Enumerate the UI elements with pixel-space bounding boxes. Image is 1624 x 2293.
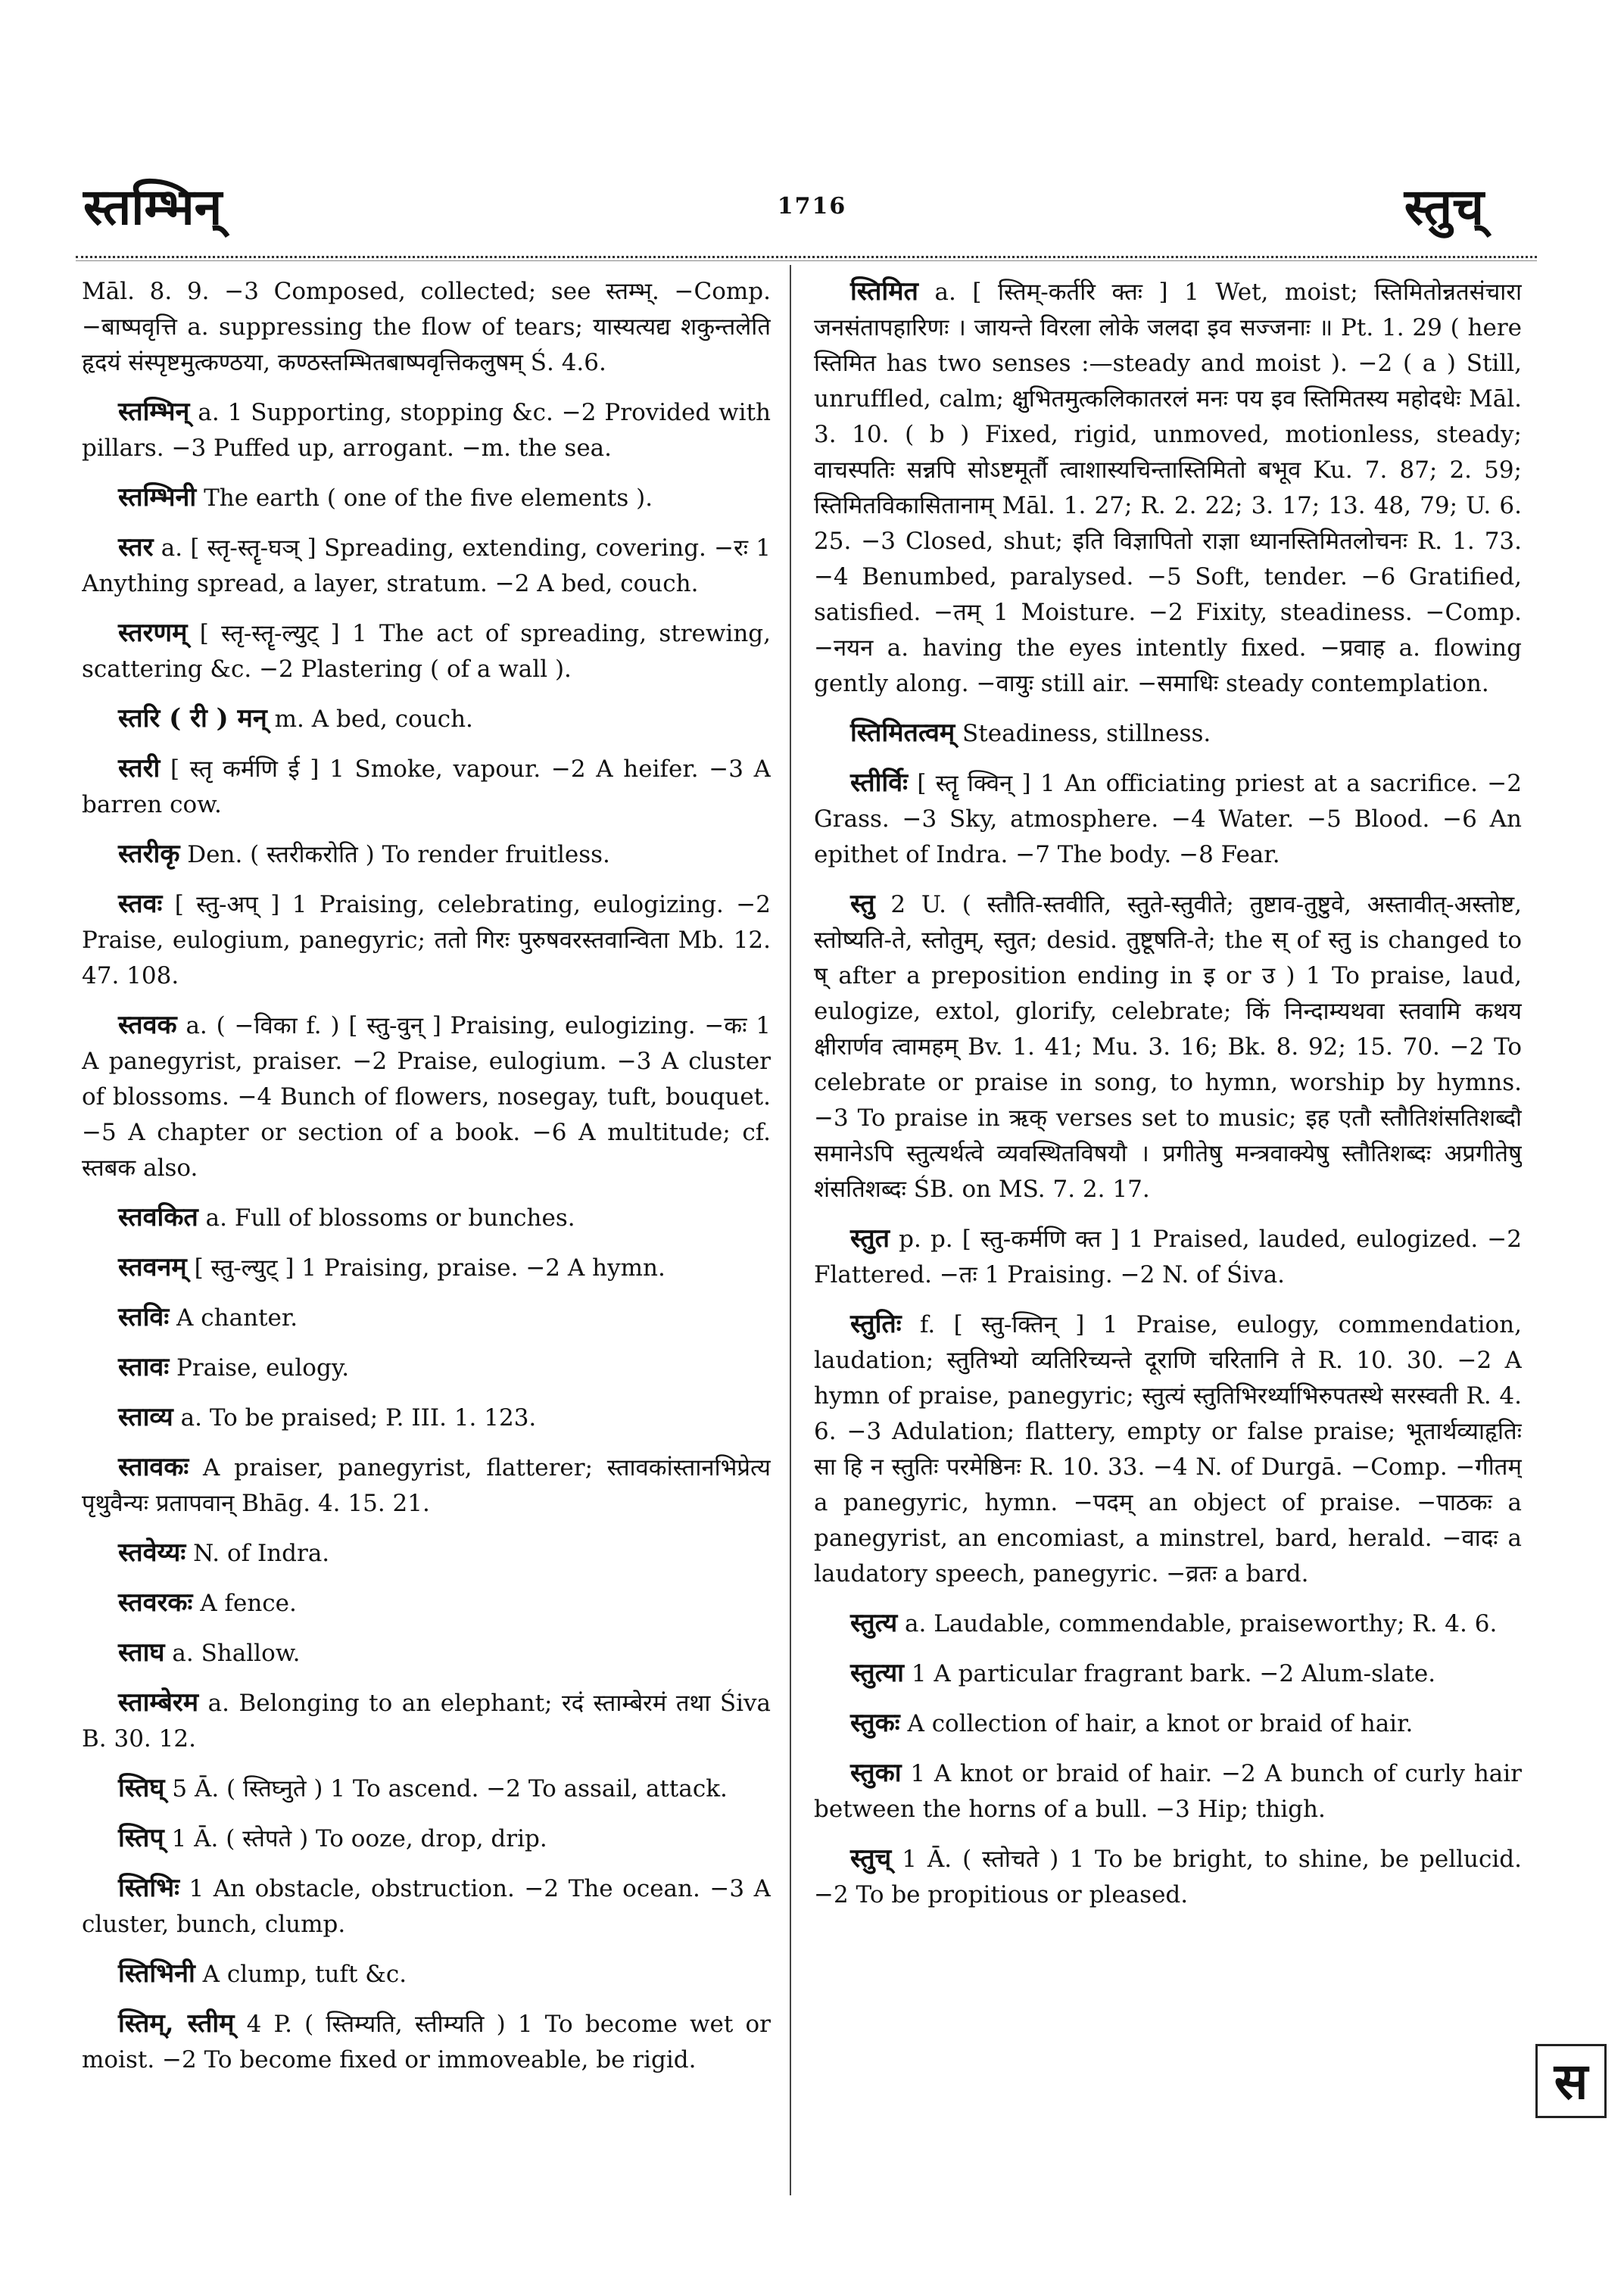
entry-definition: p. p. [ स्तु-कर्मणि क्त ] 1 Praised, lauded, eulogized. −2 Flattered. −तः 1 Praising. −2 N. of Śiva.	[814, 1226, 1522, 1288]
entry-headword: स्तुत्या	[850, 1658, 904, 1688]
dictionary-entry	[82, 530, 771, 602]
dictionary-entry	[82, 1585, 771, 1622]
dictionary-entry	[82, 1771, 771, 1807]
entry-headword: स्तिभिः	[118, 1873, 179, 1903]
dictionary-entry	[82, 1685, 771, 1757]
dictionary-entry	[82, 274, 771, 381]
entry-definition: a. ( −विका f. ) [ स्तु-वुन् ] Praising, eulogizing. −कः 1 A panegyrist, praiser. −2 Praise, eulogium. −3 A cluster of blossoms. −4 Bunch of flowers, nosegay, tuft, bouquet. −5 A chapter or section of a book. −6 A multitude; cf. स्तबक also.	[82, 1012, 771, 1182]
running-headword-left: स्तम्भिन्	[83, 177, 223, 236]
entry-headword: स्तिप्	[118, 1823, 164, 1853]
header-rule	[76, 260, 1537, 261]
entry-definition: 2 U. ( स्तौति-स्तवीति, स्तुते-स्तुवीते; तुष्टाव-तुष्टुवे, अस्तावीत्-अस्तोष्ट, स्तोष्यति-ते, स्तोतुम्, स्तुत; desid. तुष्टूषति-ते; the स् of स्तु is changed to ष् after a preposition ending in इ or उ ) 1 To praise, laud, eulogize, extol, glorify, celebrate; किं निन्दाम्यथवा स्तवामि कथय क्षीरार्णव त्वामहम् Bv. 1. 41; Mu. 3. 16; Bk. 8. 92; 15. 70. −2 To celebrate or praise in song, to hymn, worship by hymns. −3 To praise in ऋक् verses set to music; इह एतौ स्तौतिशंसतिशब्दौ समानेऽपि स्तुत्यर्थत्वे व्यवस्थितविषयौ । प्रगीतेषु मन्त्रवाक्येषु स्तौतिशब्दः अप्रगीतेषु शंसतिशब्दः ŚB. on MS. 7. 2. 17.	[814, 891, 1522, 1203]
dictionary-entry	[82, 1350, 771, 1386]
entry-headword: स्तवेय्यः	[118, 1537, 186, 1568]
dictionary-entry	[82, 1400, 771, 1436]
dictionary-entry	[82, 394, 771, 466]
entry-definition: Steadiness, stillness.	[962, 720, 1211, 747]
entry-headword: स्तवकित	[118, 1202, 198, 1232]
entry-headword: स्ताव्य	[118, 1402, 173, 1432]
entry-headword: स्तुतिः	[850, 1309, 902, 1339]
page-number: 1716	[777, 193, 847, 220]
dictionary-entry	[82, 480, 771, 516]
entry-definition: m. A bed, couch.	[274, 706, 473, 733]
entry-headword: स्तर	[118, 532, 154, 562]
entry-headword: स्तुत	[850, 1223, 890, 1254]
entry-definition: a. Laudable, commendable, praiseworthy; R. 4. 6.	[905, 1610, 1498, 1637]
entry-headword: स्तवक	[118, 1010, 177, 1040]
dictionary-entry	[82, 1300, 771, 1336]
entry-definition: [ स्तॄ क्विन् ] 1 An officiating priest at a sacrifice. −2 Grass. −3 Sky, atmosphere. −4 Water. −5 Blood. −6 An epithet of Indra. −7 The body. −8 Fear.	[814, 770, 1522, 868]
entry-headword: स्तिम्, स्तीम्	[118, 2008, 235, 2039]
entry-definition: a. [ स्तृ-स्तॄ-घञ् ] Spreading, extending, covering. −रः 1 Anything spread, a layer, stratum. −2 A bed, couch.	[82, 534, 771, 597]
entry-definition: A fence.	[200, 1590, 297, 1617]
header-rule-dotted	[76, 256, 1537, 258]
entry-headword: स्तुका	[850, 1758, 902, 1788]
entry-headword: स्तावः	[118, 1352, 170, 1382]
dictionary-entry	[82, 1008, 771, 1186]
entry-headword: स्तवः	[118, 889, 163, 919]
entry-definition: [ स्तु-ल्युट् ] 1 Praising, praise. −2 A hymn.	[194, 1254, 665, 1282]
right-column	[814, 274, 1522, 2223]
column-divider	[790, 265, 791, 2195]
entry-definition: Praise, eulogy.	[176, 1354, 350, 1382]
entry-headword: स्तीर्विः	[850, 768, 908, 798]
entry-definition: A clump, tuft &c.	[202, 1961, 407, 1988]
entry-definition: N. of Indra.	[193, 1540, 330, 1567]
entry-headword: स्तुत्य	[850, 1608, 898, 1638]
dictionary-entry	[814, 1221, 1522, 1293]
dictionary-entry	[814, 274, 1522, 702]
entry-definition: 1 A particular fragrant bark. −2 Alum-slate.	[911, 1660, 1436, 1687]
running-headword-right: स्तुच्	[1404, 177, 1484, 236]
entry-headword: स्तरि ( री ) मन्	[118, 703, 267, 734]
entry-headword: स्तिघ्	[118, 1773, 165, 1803]
entry-definition: f. [ स्तु-क्तिन् ] 1 Praise, eulogy, commendation, laudation; स्तुतिभ्यो व्यतिरिच्यन्ते दूराणि चरितानि ते R. 10. 30. −2 A hymn of praise, panegyric; स्तुत्यं स्तुतिभिरर्थ्याभिरुपतस्थे सरस्वती R. 4. 6. −3 Adulation; flattery, empty or false praise; भूतार्थव्याहृतिः सा हि न स्तुतिः परमेष्ठिनः R. 10. 33. −4 N. of Durgā. −Comp. −गीतम् a panegyric, hymn. −पदम् an object of praise. −पाठकः a panegyrist, an encomiast, a minstrel, bard, herald. −वादः a laudatory speech, panegyric. −व्रतः a bard.	[814, 1311, 1522, 1587]
entry-headword: स्तरी	[118, 753, 161, 784]
dictionary-entry	[82, 615, 771, 687]
entry-headword: स्तवरकः	[118, 1587, 193, 1618]
dictionary-entry	[82, 886, 771, 994]
entry-headword: स्तम्भिनी	[118, 482, 197, 512]
dictionary-entry	[82, 1956, 771, 1992]
entry-headword: स्तवनम्	[118, 1252, 187, 1282]
dictionary-entry	[82, 1821, 771, 1857]
entry-definition: a. [ स्तिम्-कर्तरि क्तः ] 1 Wet, moist; स्तिमितोन्नतसंचारा जनसंतापहारिणः । जायन्ते विरला लोके जलदा इव सज्जनाः ॥ Pt. 1. 29 ( here स्तिमित has two senses :—steady and moist ). −2 ( a ) Still, unruffled, calm; क्षुभितमुत्कलिकातरलं मनः पय इव स्तिमितस्य महोदधेः Māl. 3. 10. ( b ) Fixed, rigid, unmoved, motionless, steady; वाचस्पतिः सन्नपि सोऽष्टमूर्तौ त्वाशास्यचिन्तास्तिमितो बभूव Ku. 7. 87; 2. 59; स्तिमितविकासितानाम् Māl. 1. 27; R. 2. 22; 3. 17; 13. 48, 79; U. 6. 25. −3 Closed, shut; इति विज्ञापितो राज्ञा ध्यानस्तिमितलोचनः R. 1. 73. −4 Benumbed, paralysed. −5 Soft, tender. −6 Gratified, satisfied. −तम् 1 Moisture. −2 Fixity, steadiness. −Comp. −नयन a. having the eyes intently fixed. −प्रवाह a. flowing gently along. −वायुः still air. −समाधिः steady contemplation.	[814, 279, 1522, 697]
entry-headword: स्तम्भिन्	[118, 397, 190, 427]
dictionary-entry	[814, 1706, 1522, 1742]
entry-headword: स्तरणम्	[118, 618, 188, 648]
entry-definition: 1 A knot or braid of hair. −2 A bunch of curly hair between the horns of a bull. −3 Hip; thigh.	[814, 1760, 1522, 1823]
dictionary-entry	[82, 1535, 771, 1572]
entry-headword: स्ताघ	[118, 1637, 165, 1668]
entry-definition: a. 1 Supporting, stopping &c. −2 Provided with pillars. −3 Puffed up, arrogant. −m. the sea.	[82, 399, 771, 462]
entry-definition: A collection of hair, a knot or braid of hair.	[907, 1710, 1414, 1737]
entry-definition: A praiser, panegyrist, flatterer; स्तावकांस्तानभिप्रेत्य पृथुवैन्यः प्रतापवान् Bhāg. 4. 15. 21.	[82, 1454, 771, 1517]
thumb-index-tab	[1535, 2044, 1607, 2118]
dictionary-entry	[814, 1841, 1522, 1913]
dictionary-entry	[82, 1871, 771, 1943]
dictionary-entry	[82, 1250, 771, 1286]
dictionary-entry	[82, 1635, 771, 1671]
entry-headword: स्तिमितत्वम्	[850, 718, 955, 748]
entry-definition: 4 P. ( स्तिम्यति, स्तीम्यति ) 1 To become wet or moist. −2 To become fixed or immoveable, be rigid.	[82, 2011, 771, 2073]
dictionary-entry	[814, 765, 1522, 873]
dictionary-entry	[82, 2006, 771, 2078]
entry-definition: a. To be praised; P. III. 1. 123.	[180, 1404, 537, 1432]
entry-definition: [ स्तृ कर्मणि ई ] 1 Smoke, vapour. −2 A heifer. −3 A barren cow.	[82, 756, 771, 818]
entry-definition: 1 Ā. ( स्तेपते ) To ooze, drop, drip.	[171, 1825, 547, 1852]
left-column	[82, 274, 771, 2223]
entry-definition: a. Full of blossoms or bunches.	[205, 1204, 575, 1232]
entry-definition: A chanter.	[176, 1304, 298, 1332]
entry-definition: The earth ( one of the five elements ).	[204, 484, 653, 512]
entry-definition: 1 An obstacle, obstruction. −2 The ocean. −3 A cluster, bunch, clump.	[82, 1875, 771, 1938]
dictionary-entry	[814, 715, 1522, 752]
entry-definition: a. Shallow.	[172, 1640, 301, 1667]
entry-definition: Māl. 8. 9. −3 Composed, collected; see स्तम्भ्. −Comp. −बाष्पवृत्ति a. suppressing the flow of tears; यास्यत्यद्य शकुन्तलेति हृदयं संस्पृष्टमुत्कण्ठया, कण्ठस्तम्भितबाष्पवृत्तिकलुषम् Ś. 4.6.	[82, 278, 771, 376]
entry-headword: स्तिभिनी	[118, 1958, 195, 1989]
entry-definition: 5 Ā. ( स्तिघ्नुते ) 1 To ascend. −2 To assail, attack.	[172, 1775, 728, 1802]
entry-headword: स्तिमित	[850, 276, 918, 307]
entry-headword: स्तुच्	[850, 1843, 892, 1874]
entry-definition: [ स्तृ-स्तॄ-ल्युट् ] 1 The act of spreading, strewing, scattering &c. −2 Plastering ( of a wall ).	[82, 620, 771, 683]
entry-definition: a. Belonging to an elephant; रदं स्ताम्बेरमं तथा Śiva B. 30. 12.	[82, 1690, 771, 1752]
dictionary-entry	[82, 1200, 771, 1236]
dictionary-entry	[814, 1656, 1522, 1692]
entry-headword: स्तावकः	[118, 1452, 189, 1482]
entry-headword: स्तविः	[118, 1302, 170, 1332]
dictionary-entry	[82, 1450, 771, 1522]
entry-headword: स्तुकः	[850, 1708, 900, 1738]
dictionary-entry	[814, 1606, 1522, 1642]
dictionary-entry	[814, 1307, 1522, 1592]
dictionary-entry	[82, 701, 771, 737]
entry-definition: Den. ( स्तरीकरोति ) To render fruitless.	[187, 841, 610, 868]
dictionary-entry	[82, 751, 771, 823]
entry-headword: स्ताम्बेरम	[118, 1687, 199, 1718]
entry-definition: [ स्तु-अप् ] 1 Praising, celebrating, eulogizing. −2 Praise, eulogium, panegyric; ततो गिरः पुरुषवरस्तवान्विता Mb. 12. 47. 108.	[82, 891, 771, 989]
entry-headword: स्तु	[850, 889, 875, 919]
page-header	[0, 0, 1624, 273]
thumb-index-letter: स	[1554, 2052, 1588, 2111]
entry-headword: स्तरीकृ	[118, 839, 180, 869]
entry-definition: 1 Ā. ( स्तोचते ) 1 To be bright, to shine, be pellucid. −2 To be propitious or pleased.	[814, 1846, 1522, 1908]
dictionary-entry	[82, 837, 771, 873]
dictionary-entry	[814, 886, 1522, 1207]
dictionary-entry	[814, 1756, 1522, 1827]
